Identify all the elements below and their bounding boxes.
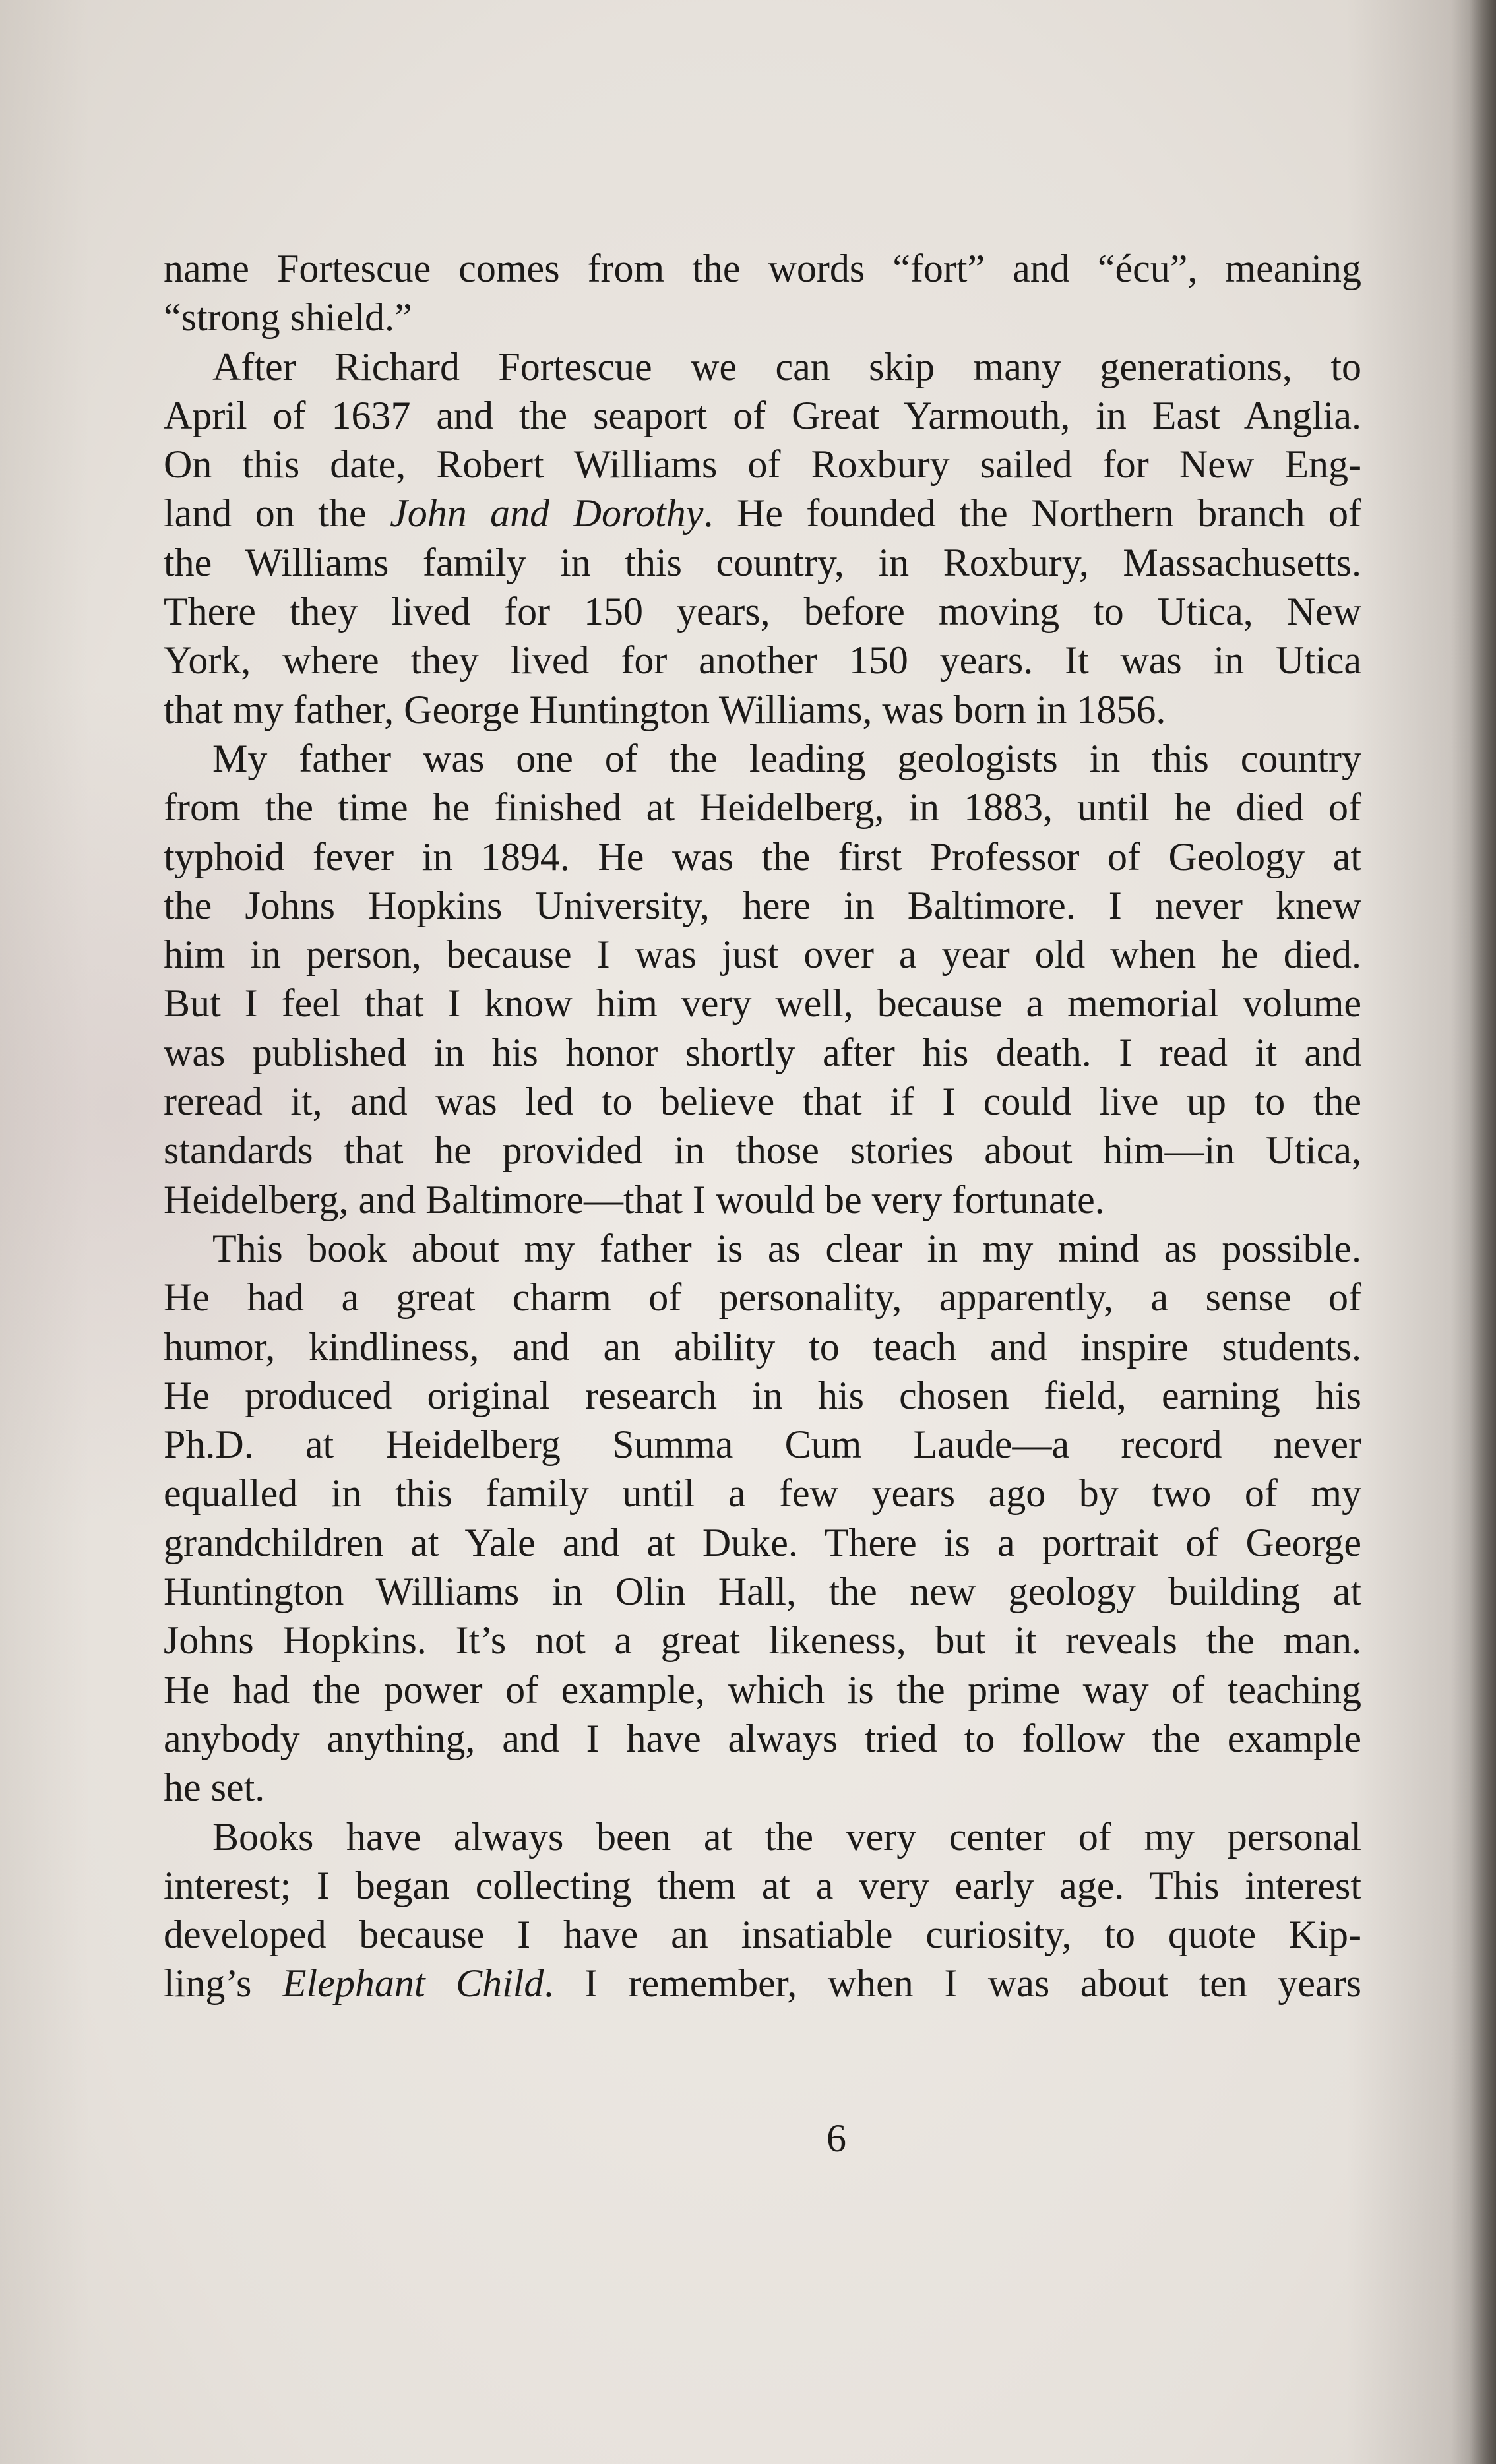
text-line: “strong shield.” [164, 295, 412, 340]
text-line: land on the John and Dorothy. He founded the Northern branch of [164, 491, 1362, 536]
body-text [164, 244, 1361, 2008]
text-line: This book about my father is as clear in my mind as possible. [212, 1226, 1361, 1270]
paragraph [164, 1224, 1361, 1812]
page-number [0, 2114, 1496, 2163]
text-line: humor, kindliness, and an ability to teach and inspire students. [164, 1324, 1361, 1369]
text-line: developed because I have an insatiable curiosity, to quote Kip- [164, 1913, 1361, 1957]
text-line: Books have always been at the very center of my personal [212, 1814, 1361, 1859]
text-line: My father was one of the leading geologists in this country [212, 736, 1361, 780]
text-line: Ph.D. at Heidelberg Summa Cum Laude—a record never [164, 1423, 1361, 1467]
text-line: reread it, and was led to believe that if I could live up to the [164, 1080, 1361, 1124]
text-line: Heidelberg, and Baltimore—that I would be very fortunate. [164, 1177, 1105, 1221]
text-line: Huntington Williams in Olin Hall, the new geology building at [164, 1570, 1361, 1614]
paragraph [164, 342, 1361, 734]
text-line: the Williams family in this country, in Roxbury, Massachusetts. [164, 540, 1361, 584]
text-line: he set. [164, 1766, 265, 1810]
text-line: that my father, George Huntington Williams, was born in 1856. [164, 687, 1166, 731]
text-line: equalled in this family until a few years ago by two of my [164, 1471, 1361, 1516]
text-line: On this date, Robert Williams of Roxbury sailed for New Eng- [164, 443, 1361, 487]
text-line: interest; I began collecting them at a very early age. This interest [164, 1863, 1361, 1907]
text-line: him in person, because I was just over a year old when he died. [164, 933, 1361, 977]
text-line: ling’s Elephant Child. I remember, when I was about ten years [164, 1961, 1362, 2006]
italic-title: Elephant Child [282, 1961, 544, 2006]
page-edge-shadow [1470, 0, 1496, 2464]
text-line: York, where they lived for another 150 years. It was in Utica [164, 638, 1361, 683]
text-line: name Fortescue comes from the words “fort” and “écu”, meaning [164, 247, 1361, 290]
text-line: He produced original research in his chosen field, earning his [164, 1373, 1361, 1417]
paragraph [164, 1812, 1361, 2008]
text-line: Johns Hopkins. It’s not a great likeness, but it reveals the man. [164, 1618, 1361, 1663]
text-line: After Richard Fortescue we can skip many generations, to [212, 344, 1361, 388]
italic-title: John and Dorothy [390, 491, 704, 536]
text-line: from the time he finished at Heidelberg, in 1883, until he died of [164, 785, 1361, 830]
text-line: He had the power of example, which is the prime way of teaching [164, 1667, 1361, 1711]
text-line: April of 1637 and the seaport of Great Yarmouth, in East Anglia. [164, 393, 1361, 437]
text-line: the Johns Hopkins University, here in Baltimore. I never knew [164, 883, 1361, 927]
paragraph [164, 734, 1361, 1224]
text-line: He had a great charm of personality, apparently, a sense of [164, 1276, 1361, 1320]
text-line: There they lived for 150 years, before moving to Utica, New [164, 590, 1361, 634]
paragraph [164, 244, 1361, 342]
text-line: grandchildren at Yale and at Duke. There is a portrait of George [164, 1520, 1361, 1564]
text-line: But I feel that I know him very well, because a memorial volume [164, 981, 1361, 1026]
page-number-label: 6 [826, 2116, 846, 2160]
text-line: anybody anything, and I have always tried to follow the example [164, 1716, 1361, 1760]
text-line: standards that he provided in those stories about him—in Utica, [164, 1128, 1361, 1173]
text-line: was published in his honor shortly after his death. I read it and [164, 1030, 1361, 1074]
text-line: typhoid fever in 1894. He was the first Professor of Geology at [164, 834, 1361, 878]
